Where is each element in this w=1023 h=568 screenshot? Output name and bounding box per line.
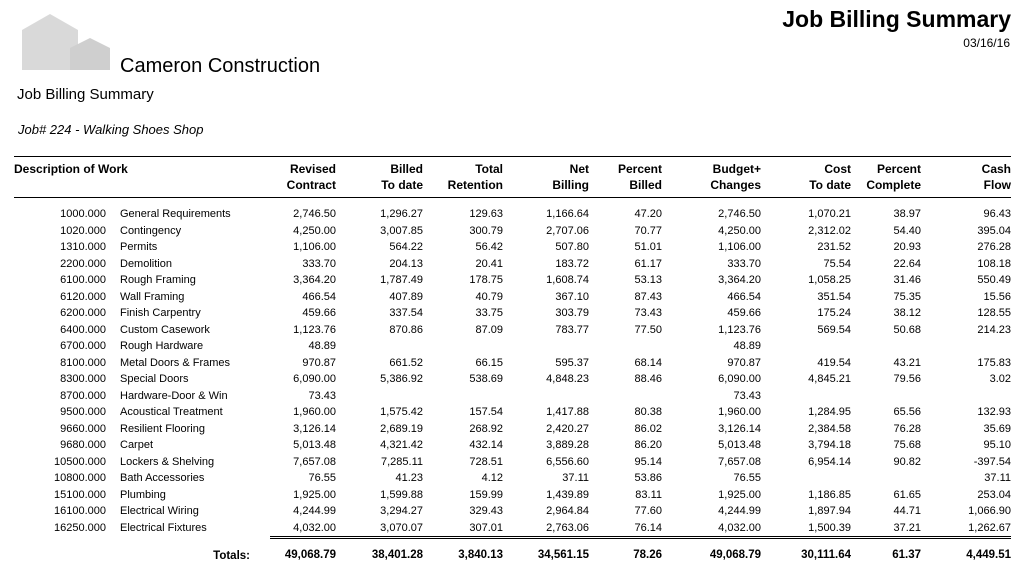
cell-budget: 970.87 [727,356,761,369]
cell-pct-billed: 77.60 [634,505,662,517]
cell-billed: 7,285.11 [380,455,423,468]
cell-revised: 333.70 [302,257,336,270]
cell-cost: 569.54 [817,323,851,336]
cell-billed: 3,007.85 [380,224,423,237]
table-row [14,305,1011,322]
cell-billed: 3,070.07 [380,521,423,534]
cell-net: 595.37 [555,356,589,369]
job-label: Job# 224 - Walking Shoes Shop [18,122,204,137]
cell-net: 2,763.06 [546,521,589,534]
cell-cash: -397.54 [973,455,1011,468]
cell-pct-billed: 47.20 [634,208,662,220]
cell-cash: 395.04 [977,224,1011,237]
cell-net: 1,608.74 [546,274,589,286]
cell-pct-complete: 79.56 [893,373,921,385]
cell-billed: 1,575.42 [380,406,423,418]
cell-budget: 6,090.00 [718,373,761,385]
cell-retention: 20.41 [475,257,503,270]
cell-cash [921,388,1011,405]
cell-cost: 4,845.21 [808,373,851,385]
cell-budget: 1,960.00 [718,406,761,418]
cell-cash: 15.56 [983,290,1011,303]
cell-retention: 4.12 [481,472,503,484]
cell-pct-complete: 61.65 [893,488,921,501]
cell-cash: 1,066.90 [968,505,1011,517]
cell-billed [336,388,423,405]
cell-retention: 87.09 [475,323,503,336]
cell-budget: 333.70 [727,257,761,270]
work-description: Hardware-Door & Win [120,389,228,402]
cell-retention: 538.69 [469,373,503,385]
cell-net: 183.72 [555,257,589,270]
work-description: Plumbing [120,488,166,501]
table-row [14,404,1011,421]
col-header-pct-complete: Percent [876,162,921,176]
table-row [14,371,1011,388]
work-description: Lockers & Shelving [120,455,215,468]
cell-budget: 5,013.48 [718,439,761,451]
cell-billed: 407.89 [389,290,423,303]
work-description: Demolition [120,257,172,270]
cost-code: 10800.000 [54,472,106,484]
cost-code: 16100.000 [54,505,106,517]
cell-retention: 56.42 [475,241,503,253]
cell-cash: 95.10 [983,439,1011,451]
cell-cash: 96.43 [983,208,1011,220]
cell-revised: 7,657.08 [293,455,336,468]
cell-cost: 231.52 [817,241,851,253]
report-title: Job Billing Summary [782,6,1011,32]
cell-cash: 132.93 [977,406,1011,418]
table-row [14,487,1011,504]
cell-cost: 75.54 [823,257,851,270]
total-budget: 49,068.79 [662,538,761,565]
work-description: Finish Carpentry [120,307,201,319]
col-header-pct-billed-2: Billed [629,178,662,192]
cell-billed: 564.22 [389,241,423,253]
cell-budget: 4,250.00 [718,224,761,237]
cell-net: 2,707.06 [546,224,589,237]
cell-revised: 73.43 [308,389,336,402]
cell-pct-complete: 54.40 [893,224,921,237]
col-header-billed: Billed [390,162,423,176]
cell-pct-complete: 65.56 [893,406,921,418]
house-logo-icon [20,12,120,74]
cost-code: 9660.000 [60,422,106,435]
cell-cost: 2,312.02 [808,224,851,237]
cell-revised: 1,106.00 [293,241,336,253]
company-name: Cameron Construction [120,55,321,77]
cell-cost: 419.54 [817,356,851,369]
cell-pct-complete: 31.46 [893,274,921,286]
cell-revised: 466.54 [302,290,336,303]
total-net: 34,561.15 [503,538,589,565]
total-pct-billed: 78.26 [589,538,662,565]
cost-code: 9500.000 [60,406,106,418]
cell-cost: 1,058.25 [808,274,851,286]
cell-billed: 1,599.88 [380,488,423,501]
cell-budget: 1,106.00 [718,241,761,253]
cell-billed: 1,787.49 [380,274,423,286]
cell-net: 1,417.88 [546,406,589,418]
cell-retention: 432.14 [469,439,503,451]
table-row [14,223,1011,240]
table-header [14,161,1011,206]
col-header-revised: Revised [289,162,336,176]
cell-pct-complete: 37.21 [893,521,921,534]
cell-revised: 4,244.99 [293,505,336,517]
cell-cost: 3,794.18 [808,439,851,451]
cost-code: 16250.000 [54,522,106,535]
cell-pct-billed: 53.13 [634,274,662,286]
cell-pct-billed: 70.77 [634,224,662,237]
table-row [14,437,1011,454]
cell-revised: 970.87 [302,356,336,369]
cost-code: 10500.000 [54,455,106,468]
total-revised: 49,068.79 [270,538,336,565]
table-row [14,289,1011,306]
work-description: Resilient Flooring [120,422,205,435]
cost-code: 6200.000 [60,307,106,319]
cell-cash: 37.11 [984,472,1011,484]
cell-budget: 459.66 [727,307,761,319]
cell-revised: 48.89 [308,340,336,352]
work-description: Rough Hardware [120,340,204,352]
cell-cash: 35.69 [983,422,1011,435]
cell-pct-complete: 44.71 [893,505,921,517]
cell-pct-billed: 61.17 [634,257,662,270]
table-row [14,256,1011,273]
total-pct-complete: 61.37 [851,538,921,565]
cell-pct-billed: 95.14 [634,455,662,468]
cell-net: 37.11 [562,472,589,484]
cost-code: 8100.000 [60,356,106,369]
cell-pct-complete [851,388,921,405]
cell-cost: 1,897.94 [808,505,851,517]
cell-net: 3,889.28 [546,439,589,451]
cell-cost [761,388,851,405]
cell-revised: 3,364.20 [293,274,336,286]
work-description: General Requirements [120,208,231,220]
cell-retention: 40.79 [475,290,503,303]
cell-pct-billed: 53.86 [634,472,662,484]
cost-code: 8700.000 [60,389,106,402]
cost-code: 6700.000 [60,340,106,352]
work-description: Metal Doors & Frames [120,356,231,369]
cell-pct-complete [851,470,921,487]
table-row [14,338,1011,355]
col-header-budget: Budget+ [712,162,761,176]
cell-pct-complete [851,338,921,355]
col-header-cash-2: Flow [983,178,1011,192]
cell-billed: 2,689.19 [380,422,423,435]
report-date: 03/16/16 [963,36,1010,50]
cell-cost: 351.54 [817,290,851,303]
cell-retention: 268.92 [469,422,503,435]
col-header-net-2: Billing [552,178,589,192]
cell-billed: 1,296.27 [380,208,423,220]
cell-retention: 178.75 [469,274,503,286]
cell-cost: 2,384.58 [808,422,851,435]
cell-cash: 1,262.67 [968,521,1011,534]
cell-net: 4,848.23 [546,373,589,385]
table-row [14,454,1011,471]
cell-net: 1,166.64 [546,208,589,220]
cell-revised: 1,925.00 [293,488,336,501]
cell-billed: 661.52 [389,356,423,369]
cell-net: 303.79 [555,307,589,319]
cell-revised: 4,032.00 [293,521,336,534]
work-description: Acoustical Treatment [120,406,223,418]
cell-budget: 76.55 [733,472,761,484]
cell-cash: 3.02 [989,373,1011,385]
col-header-pct-billed: Percent [617,162,662,176]
cell-pct-billed: 88.46 [634,373,662,385]
cell-cash [921,338,1011,355]
cell-budget: 73.43 [733,389,761,402]
cell-cash: 253.04 [977,488,1011,501]
cell-retention [423,338,503,355]
cell-cost: 175.24 [817,307,851,319]
cell-pct-billed: 87.43 [634,290,662,303]
cost-code: 1020.000 [60,224,106,237]
cost-code: 6120.000 [60,290,106,303]
cell-retention: 307.01 [469,521,503,534]
cell-cash: 550.49 [977,274,1011,286]
cell-retention: 329.43 [469,505,503,517]
cost-code: 9680.000 [60,439,106,451]
cell-cost: 1,070.21 [808,208,851,220]
total-cash: 4,449.51 [921,538,1011,565]
cell-pct-complete: 76.28 [893,422,921,435]
cell-net: 367.10 [555,290,589,303]
cell-revised: 6,090.00 [293,373,336,385]
cell-retention [423,388,503,405]
total-billed: 38,401.28 [336,538,423,565]
cost-code: 6400.000 [60,323,106,336]
cell-revised: 459.66 [302,307,336,319]
cell-budget: 1,123.76 [718,323,761,336]
work-description: Bath Accessories [120,472,205,484]
header-top-rule [14,156,1011,157]
cell-cash: 128.55 [977,307,1011,319]
cell-pct-complete: 38.12 [893,307,921,319]
table-row [14,421,1011,438]
cell-cost [761,338,851,355]
total-cost: 30,111.64 [761,538,851,565]
cell-billed: 41.23 [395,472,423,484]
cell-pct-billed: 73.43 [634,307,662,319]
cell-revised: 5,013.48 [293,439,336,451]
billing-table [14,161,1011,564]
cell-pct-billed: 86.02 [634,422,662,435]
table-row [14,239,1011,256]
work-description: Contingency [120,224,182,237]
cell-pct-billed: 83.11 [635,488,662,501]
col-header-net: Net [569,162,589,176]
cell-net [503,388,589,405]
cell-billed: 337.54 [389,307,423,319]
col-header-description: Description of Work [14,162,128,176]
col-header-billed-2: To date [381,178,423,192]
work-description: Wall Framing [120,290,185,303]
cell-net: 6,556.60 [546,455,589,468]
cost-code: 1000.000 [60,208,106,220]
cell-net: 1,439.89 [546,488,589,501]
cell-cost: 1,186.85 [808,488,851,501]
cell-cash: 214.23 [977,323,1011,336]
cell-cost: 1,500.39 [808,521,851,534]
cell-pct-billed: 51.01 [634,241,662,253]
cell-budget: 466.54 [727,290,761,303]
cost-code: 15100.000 [54,488,106,501]
cell-revised: 1,960.00 [293,406,336,418]
cell-budget: 4,244.99 [718,505,761,517]
cell-retention: 129.63 [469,208,503,220]
cell-cash: 276.28 [977,241,1011,253]
cell-pct-complete: 50.68 [893,323,921,336]
cell-cost: 6,954.14 [808,455,851,468]
cell-pct-billed: 77.50 [634,323,662,336]
cell-cash: 108.18 [977,257,1011,270]
table-row [14,355,1011,372]
totals-row [14,538,1011,565]
cell-cost: 1,284.95 [808,406,851,418]
table-body [14,206,1011,538]
cost-code: 6100.000 [60,274,106,286]
cell-net [503,338,589,355]
cell-budget: 3,126.14 [718,422,761,435]
work-description: Carpet [120,439,154,451]
cell-budget: 3,364.20 [718,274,761,286]
totals-label: Totals: [213,549,250,562]
cell-retention: 33.75 [475,307,503,319]
table-row [14,503,1011,520]
cell-budget: 2,746.50 [718,208,761,220]
cell-revised: 1,123.76 [293,323,336,336]
cost-code: 2200.000 [60,257,106,270]
col-header-pct-complete-2: Complete [866,178,921,192]
work-description: Special Doors [120,373,189,385]
work-description: Electrical Wiring [120,505,199,517]
cell-revised: 3,126.14 [293,422,336,435]
total-retention: 3,840.13 [423,538,503,565]
col-header-cash: Cash [981,162,1011,176]
cell-revised: 4,250.00 [293,224,336,237]
table-row [14,520,1011,538]
col-header-retention-2: Retention [447,178,503,192]
cell-budget: 4,032.00 [718,521,761,534]
cell-pct-complete: 20.93 [893,241,921,253]
cell-billed: 4,321.42 [380,439,423,451]
cell-net: 2,420.27 [546,422,589,435]
cell-pct-complete: 90.82 [893,455,921,468]
work-description: Rough Framing [120,274,196,286]
col-header-cost-2: To date [809,178,851,192]
cell-pct-billed: 80.38 [634,406,662,418]
cell-revised: 2,746.50 [293,208,336,220]
cell-pct-billed [589,338,662,355]
cell-budget: 1,925.00 [718,488,761,501]
table-row [14,388,1011,405]
table-row [14,322,1011,339]
cell-pct-billed: 68.14 [634,356,662,369]
cell-pct-complete: 75.35 [893,290,921,303]
cell-retention: 159.99 [469,488,503,501]
cell-net: 2,964.84 [546,505,589,517]
work-description: Electrical Fixtures [120,522,207,535]
cell-net: 783.77 [555,323,589,336]
cell-cost [761,470,851,487]
cell-pct-billed: 86.20 [634,439,662,451]
cell-retention: 66.15 [475,356,503,369]
cell-pct-complete: 38.97 [893,208,921,220]
cell-revised: 76.55 [308,472,336,484]
cell-billed [336,338,423,355]
report-subtitle: Job Billing Summary [17,86,154,103]
cell-pct-complete: 43.21 [893,356,921,369]
work-description: Custom Casework [120,323,210,336]
work-description: Permits [120,241,158,253]
cell-pct-complete: 75.68 [893,439,921,451]
cell-pct-billed: 76.14 [634,521,662,534]
cell-pct-billed [589,388,662,405]
cell-billed: 5,386.92 [380,373,423,385]
col-header-budget-2: Changes [710,178,761,192]
table-row [14,272,1011,289]
col-header-retention: Total [475,162,503,176]
cell-billed: 870.86 [389,323,423,336]
cost-code: 1310.000 [60,241,106,253]
cell-cash: 175.83 [977,356,1011,369]
table-row [14,470,1011,487]
col-header-revised-2: Contract [286,178,336,192]
cell-budget: 48.89 [733,340,761,352]
cell-billed: 3,294.27 [380,505,423,517]
cell-retention: 728.51 [469,455,503,468]
table-row [14,206,1011,223]
cell-billed: 204.13 [389,257,423,270]
cell-retention: 157.54 [469,406,503,418]
col-header-cost: Cost [824,162,851,176]
cell-pct-complete: 22.64 [893,257,921,270]
cell-budget: 7,657.08 [718,455,761,468]
cost-code: 8300.000 [60,373,106,385]
cell-retention: 300.79 [469,224,503,237]
cell-net: 507.80 [555,241,589,253]
